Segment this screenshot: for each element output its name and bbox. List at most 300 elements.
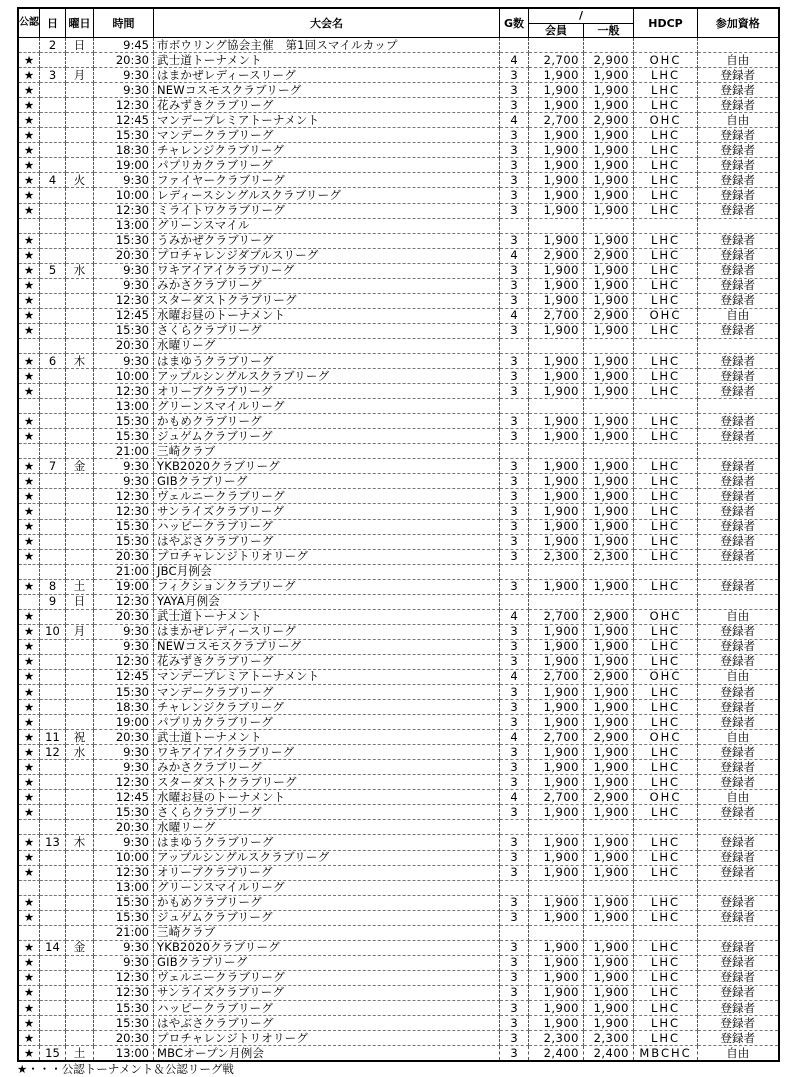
- official-star: ★: [18, 293, 40, 308]
- table-row: [18, 1046, 779, 1062]
- table-row: [18, 293, 779, 308]
- day-cell: [40, 519, 66, 534]
- official-star: ★: [18, 1001, 40, 1016]
- qualification-cell: [698, 925, 779, 940]
- weekday-cell: [66, 1031, 94, 1046]
- event-name: はまゆうクラブリーグ: [154, 353, 500, 368]
- weekday-cell: 火: [66, 173, 94, 188]
- games-cell: 3: [500, 519, 529, 534]
- qualification-cell: 登録者: [698, 1016, 779, 1031]
- member-fee: 2,700: [529, 53, 584, 68]
- official-star: [18, 338, 40, 353]
- event-name: ヴェルニークラブリーグ: [154, 489, 500, 504]
- hdcp-cell: LHC: [634, 715, 698, 730]
- qualification-cell: 登録者: [698, 534, 779, 549]
- table-row: [18, 338, 779, 353]
- day-cell: 10: [40, 624, 66, 639]
- time-cell: 12:30: [94, 203, 154, 218]
- general-fee: 1,900: [584, 624, 634, 639]
- official-star: ★: [18, 534, 40, 549]
- member-fee: 1,900: [529, 865, 584, 880]
- member-fee: [529, 338, 584, 353]
- table-row: [18, 775, 779, 790]
- hdcp-cell: LHC: [634, 98, 698, 113]
- official-star: ★: [18, 895, 40, 910]
- hdcp-cell: [634, 925, 698, 940]
- weekday-cell: [66, 143, 94, 158]
- header-official: 公認: [18, 8, 40, 38]
- general-fee: [584, 925, 634, 940]
- event-name: さくらクラブリーグ: [154, 805, 500, 820]
- weekday-cell: [66, 549, 94, 564]
- member-fee: [529, 880, 584, 895]
- event-name: ヴェルニークラブリーグ: [154, 970, 500, 985]
- time-cell: 15:30: [94, 429, 154, 444]
- day-cell: [40, 715, 66, 730]
- games-cell: 3: [500, 429, 529, 444]
- member-fee: 1,900: [529, 940, 584, 955]
- hdcp-cell: LHC: [634, 1001, 698, 1016]
- games-cell: 3: [500, 278, 529, 293]
- table-row: [18, 1001, 779, 1016]
- general-fee: 1,900: [584, 534, 634, 549]
- qualification-cell: 登録者: [698, 835, 779, 850]
- time-cell: 10:00: [94, 850, 154, 865]
- qualification-cell: 登録者: [698, 323, 779, 338]
- games-cell: 3: [500, 1031, 529, 1046]
- qualification-cell: 登録者: [698, 489, 779, 504]
- table-row: [18, 910, 779, 925]
- games-cell: 3: [500, 1016, 529, 1031]
- table-row: [18, 248, 779, 263]
- table-row: [18, 654, 779, 669]
- hdcp-cell: LHC: [634, 745, 698, 760]
- qualification-cell: 登録者: [698, 654, 779, 669]
- qualification-cell: [698, 820, 779, 835]
- event-name: サンライズクラブリーグ: [154, 504, 500, 519]
- games-cell: 3: [500, 203, 529, 218]
- weekday-cell: [66, 790, 94, 805]
- time-cell: 20:30: [94, 820, 154, 835]
- member-fee: [529, 218, 584, 233]
- table-row: [18, 955, 779, 970]
- day-cell: [40, 203, 66, 218]
- day-cell: 8: [40, 579, 66, 594]
- hdcp-cell: [634, 444, 698, 459]
- event-name: マンデープレミアトーナメント: [154, 113, 500, 128]
- header-weekday: 曜日: [66, 8, 94, 38]
- event-name: みかさクラブリーグ: [154, 760, 500, 775]
- member-fee: 1,900: [529, 188, 584, 203]
- official-star: ★: [18, 489, 40, 504]
- hdcp-cell: LHC: [634, 203, 698, 218]
- weekday-cell: 金: [66, 940, 94, 955]
- general-fee: 1,900: [584, 775, 634, 790]
- member-fee: 2,700: [529, 669, 584, 684]
- hdcp-cell: LHC: [634, 459, 698, 474]
- table-row: [18, 278, 779, 293]
- day-cell: [40, 338, 66, 353]
- qualification-cell: 登録者: [698, 83, 779, 98]
- day-cell: [40, 955, 66, 970]
- official-star: ★: [18, 474, 40, 489]
- hdcp-cell: LHC: [634, 654, 698, 669]
- weekday-cell: [66, 910, 94, 925]
- games-cell: 3: [500, 715, 529, 730]
- qualification-cell: [698, 38, 779, 53]
- header-general: 一般: [584, 23, 634, 38]
- day-cell: [40, 685, 66, 700]
- general-fee: 1,900: [584, 353, 634, 368]
- event-name: パプリカクラブリーグ: [154, 715, 500, 730]
- weekday-cell: [66, 248, 94, 263]
- general-fee: 1,900: [584, 68, 634, 83]
- weekday-cell: [66, 669, 94, 684]
- hdcp-cell: LHC: [634, 579, 698, 594]
- weekday-cell: [66, 203, 94, 218]
- member-fee: 1,900: [529, 369, 584, 384]
- weekday-cell: [66, 685, 94, 700]
- day-cell: 3: [40, 68, 66, 83]
- day-cell: [40, 158, 66, 173]
- day-cell: [40, 188, 66, 203]
- general-fee: 1,900: [584, 955, 634, 970]
- hdcp-cell: LHC: [634, 865, 698, 880]
- qualification-cell: [698, 564, 779, 579]
- header-name: 大会名: [154, 8, 500, 38]
- time-cell: 15:30: [94, 910, 154, 925]
- qualification-cell: 登録者: [698, 263, 779, 278]
- games-cell: 3: [500, 98, 529, 113]
- time-cell: 20:30: [94, 338, 154, 353]
- day-cell: [40, 384, 66, 399]
- weekday-cell: [66, 820, 94, 835]
- official-star: ★: [18, 143, 40, 158]
- table-row: [18, 353, 779, 368]
- day-cell: [40, 790, 66, 805]
- weekday-cell: [66, 895, 94, 910]
- general-fee: 1,900: [584, 278, 634, 293]
- time-cell: 20:30: [94, 248, 154, 263]
- general-fee: 1,900: [584, 474, 634, 489]
- day-cell: [40, 669, 66, 684]
- hdcp-cell: LHC: [634, 263, 698, 278]
- hdcp-cell: OHC: [634, 308, 698, 323]
- games-cell: 4: [500, 669, 529, 684]
- weekday-cell: 水: [66, 263, 94, 278]
- day-cell: [40, 609, 66, 624]
- official-star: ★: [18, 429, 40, 444]
- official-star: ★: [18, 835, 40, 850]
- weekday-cell: [66, 489, 94, 504]
- header-time: 時間: [94, 8, 154, 38]
- general-fee: 1,900: [584, 910, 634, 925]
- hdcp-cell: LHC: [634, 1016, 698, 1031]
- member-fee: 1,900: [529, 143, 584, 158]
- games-cell: 3: [500, 158, 529, 173]
- day-cell: [40, 474, 66, 489]
- games-cell: 3: [500, 639, 529, 654]
- games-cell: 3: [500, 353, 529, 368]
- time-cell: 15:30: [94, 233, 154, 248]
- hdcp-cell: LHC: [634, 233, 698, 248]
- official-star: ★: [18, 669, 40, 684]
- games-cell: 3: [500, 143, 529, 158]
- event-name: スターダストクラブリーグ: [154, 293, 500, 308]
- event-name: アップルシングルスクラブリーグ: [154, 369, 500, 384]
- weekday-cell: [66, 865, 94, 880]
- general-fee: 1,900: [584, 98, 634, 113]
- table-row: [18, 609, 779, 624]
- table-row: [18, 429, 779, 444]
- table-row: [18, 128, 779, 143]
- weekday-cell: [66, 519, 94, 534]
- hdcp-cell: LHC: [634, 519, 698, 534]
- day-cell: 5: [40, 263, 66, 278]
- weekday-cell: 日: [66, 594, 94, 609]
- qualification-cell: 登録者: [698, 173, 779, 188]
- weekday-cell: 月: [66, 68, 94, 83]
- general-fee: [584, 399, 634, 414]
- qualification-cell: 登録者: [698, 549, 779, 564]
- general-fee: 1,900: [584, 940, 634, 955]
- general-fee: 1,900: [584, 1001, 634, 1016]
- weekday-cell: [66, 564, 94, 579]
- time-cell: 19:00: [94, 715, 154, 730]
- member-fee: 1,900: [529, 1016, 584, 1031]
- time-cell: 15:30: [94, 128, 154, 143]
- event-name: グリーンスマイルリーグ: [154, 880, 500, 895]
- member-fee: 2,700: [529, 730, 584, 745]
- general-fee: [584, 218, 634, 233]
- qualification-cell: 登録者: [698, 1031, 779, 1046]
- member-fee: 1,900: [529, 685, 584, 700]
- member-fee: 1,900: [529, 745, 584, 760]
- member-fee: [529, 444, 584, 459]
- time-cell: 13:00: [94, 880, 154, 895]
- weekday-cell: [66, 384, 94, 399]
- general-fee: 2,900: [584, 308, 634, 323]
- hdcp-cell: LHC: [634, 384, 698, 399]
- day-cell: [40, 128, 66, 143]
- member-fee: 1,900: [529, 323, 584, 338]
- day-cell: [40, 218, 66, 233]
- official-star: ★: [18, 760, 40, 775]
- time-cell: 20:30: [94, 53, 154, 68]
- hdcp-cell: [634, 820, 698, 835]
- table-row: [18, 143, 779, 158]
- general-fee: 1,900: [584, 489, 634, 504]
- event-name: はやぶさクラブリーグ: [154, 1016, 500, 1031]
- games-cell: 4: [500, 113, 529, 128]
- day-cell: [40, 143, 66, 158]
- schedule-table: [17, 7, 780, 1062]
- member-fee: 1,900: [529, 654, 584, 669]
- hdcp-cell: LHC: [634, 429, 698, 444]
- games-cell: 3: [500, 83, 529, 98]
- official-star: ★: [18, 775, 40, 790]
- weekday-cell: [66, 369, 94, 384]
- event-name: 市ボウリング協会主催 第1回スマイルカップ: [154, 38, 500, 53]
- time-cell: 10:00: [94, 369, 154, 384]
- official-star: ★: [18, 970, 40, 985]
- time-cell: 19:00: [94, 158, 154, 173]
- table-row: [18, 1016, 779, 1031]
- weekday-cell: [66, 128, 94, 143]
- day-cell: [40, 98, 66, 113]
- member-fee: 1,900: [529, 534, 584, 549]
- qualification-cell: 登録者: [698, 805, 779, 820]
- member-fee: 1,900: [529, 429, 584, 444]
- event-name: グリーンスマイル: [154, 218, 500, 233]
- qualification-cell: 登録者: [698, 639, 779, 654]
- hdcp-cell: LHC: [634, 775, 698, 790]
- general-fee: 1,900: [584, 158, 634, 173]
- qualification-cell: [698, 880, 779, 895]
- games-cell: 3: [500, 384, 529, 399]
- qualification-cell: 登録者: [698, 233, 779, 248]
- hdcp-cell: OHC: [634, 113, 698, 128]
- day-cell: [40, 233, 66, 248]
- time-cell: 15:30: [94, 534, 154, 549]
- official-star: ★: [18, 384, 40, 399]
- schedule-sheet: [17, 7, 780, 1062]
- official-star: ★: [18, 1046, 40, 1062]
- games-cell: 3: [500, 549, 529, 564]
- event-name: 花みずきクラブリーグ: [154, 654, 500, 669]
- event-name: ミライトワクラブリーグ: [154, 203, 500, 218]
- weekday-cell: 祝: [66, 730, 94, 745]
- day-cell: [40, 880, 66, 895]
- event-name: プロチャレンジトリオリーグ: [154, 549, 500, 564]
- member-fee: 1,900: [529, 639, 584, 654]
- time-cell: 12:45: [94, 308, 154, 323]
- table-row: [18, 519, 779, 534]
- hdcp-cell: LHC: [634, 158, 698, 173]
- table-row: [18, 760, 779, 775]
- member-fee: 1,900: [529, 700, 584, 715]
- games-cell: 3: [500, 534, 529, 549]
- event-name: はまかぜレディースリーグ: [154, 68, 500, 83]
- table-row: [18, 218, 779, 233]
- games-cell: 3: [500, 835, 529, 850]
- general-fee: 1,900: [584, 143, 634, 158]
- general-fee: 1,900: [584, 293, 634, 308]
- member-fee: 1,900: [529, 203, 584, 218]
- day-cell: 13: [40, 835, 66, 850]
- day-cell: 14: [40, 940, 66, 955]
- games-cell: 4: [500, 308, 529, 323]
- official-star: ★: [18, 173, 40, 188]
- member-fee: 1,900: [529, 760, 584, 775]
- hdcp-cell: LHC: [634, 850, 698, 865]
- hdcp-cell: MBCHC: [634, 1046, 698, 1062]
- hdcp-cell: LHC: [634, 895, 698, 910]
- qualification-cell: 登録者: [698, 248, 779, 263]
- weekday-cell: 木: [66, 835, 94, 850]
- qualification-cell: 登録者: [698, 68, 779, 83]
- event-name: ワキアイアイクラブリーグ: [154, 263, 500, 278]
- time-cell: 9:30: [94, 745, 154, 760]
- day-cell: [40, 248, 66, 263]
- event-name: GIBクラブリーグ: [154, 474, 500, 489]
- time-cell: 12:30: [94, 384, 154, 399]
- time-cell: 9:30: [94, 835, 154, 850]
- weekday-cell: [66, 775, 94, 790]
- weekday-cell: [66, 399, 94, 414]
- general-fee: 1,900: [584, 760, 634, 775]
- hdcp-cell: LHC: [634, 489, 698, 504]
- qualification-cell: 登録者: [698, 278, 779, 293]
- day-cell: 7: [40, 459, 66, 474]
- header-day: 日: [40, 8, 66, 38]
- qualification-cell: 登録者: [698, 414, 779, 429]
- hdcp-cell: LHC: [634, 173, 698, 188]
- time-cell: 12:45: [94, 113, 154, 128]
- event-name: マンデープレミアトーナメント: [154, 669, 500, 684]
- official-star: ★: [18, 549, 40, 564]
- hdcp-cell: LHC: [634, 835, 698, 850]
- table-row: [18, 323, 779, 338]
- time-cell: 15:30: [94, 1001, 154, 1016]
- games-cell: 3: [500, 459, 529, 474]
- event-name: 武士道トーナメント: [154, 609, 500, 624]
- official-star: ★: [18, 308, 40, 323]
- time-cell: 9:30: [94, 68, 154, 83]
- games-cell: [500, 444, 529, 459]
- table-row: [18, 369, 779, 384]
- event-name: レディースシングルスクラブリーグ: [154, 188, 500, 203]
- official-star: ★: [18, 685, 40, 700]
- weekday-cell: [66, 534, 94, 549]
- day-cell: [40, 654, 66, 669]
- table-row: [18, 53, 779, 68]
- hdcp-cell: LHC: [634, 248, 698, 263]
- general-fee: 1,900: [584, 369, 634, 384]
- official-star: ★: [18, 1031, 40, 1046]
- general-fee: 1,900: [584, 865, 634, 880]
- weekday-cell: [66, 113, 94, 128]
- time-cell: 12:30: [94, 654, 154, 669]
- day-cell: [40, 549, 66, 564]
- hdcp-cell: LHC: [634, 700, 698, 715]
- games-cell: 4: [500, 609, 529, 624]
- general-fee: 1,900: [584, 1016, 634, 1031]
- games-cell: 3: [500, 745, 529, 760]
- general-fee: 1,900: [584, 459, 634, 474]
- qualification-cell: 自由: [698, 1046, 779, 1062]
- day-cell: [40, 1001, 66, 1016]
- games-cell: 3: [500, 263, 529, 278]
- time-cell: 12:30: [94, 293, 154, 308]
- general-fee: 2,900: [584, 669, 634, 684]
- time-cell: 13:00: [94, 1046, 154, 1062]
- games-cell: 3: [500, 323, 529, 338]
- hdcp-cell: LHC: [634, 534, 698, 549]
- hdcp-cell: LHC: [634, 293, 698, 308]
- general-fee: [584, 444, 634, 459]
- member-fee: 1,900: [529, 384, 584, 399]
- general-fee: 1,900: [584, 323, 634, 338]
- table-row: [18, 399, 779, 414]
- member-fee: 1,900: [529, 459, 584, 474]
- day-cell: [40, 323, 66, 338]
- day-cell: [40, 489, 66, 504]
- general-fee: 2,900: [584, 609, 634, 624]
- general-fee: 1,900: [584, 384, 634, 399]
- hdcp-cell: LHC: [634, 970, 698, 985]
- day-cell: [40, 639, 66, 654]
